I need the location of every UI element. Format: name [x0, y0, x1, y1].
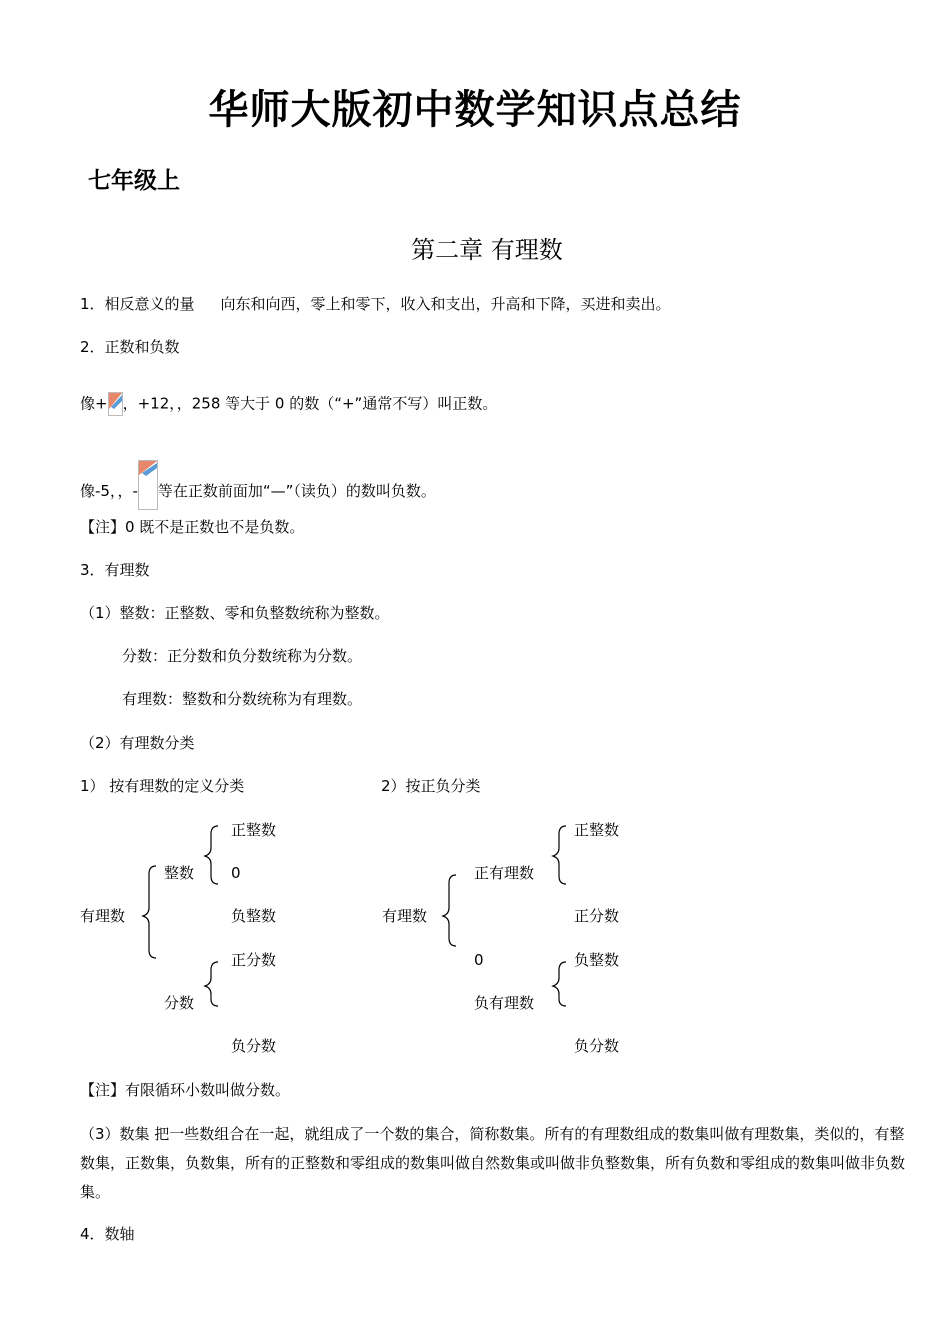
positive-text-b: ，+12，，258 等大于 0 的数（“+”通常不写）叫正数。: [122, 394, 498, 413]
tree1-negative-integer: 负整数: [231, 907, 277, 925]
chapter-heading: 第二章 有理数: [411, 236, 563, 264]
page-title: 华师大版初中数学知识点总结: [208, 87, 742, 133]
tree1-fraction-brace: [205, 962, 218, 1006]
tree2-zero: 0: [474, 951, 484, 969]
tree2-negative-brace: [553, 962, 566, 1006]
rational-definition: 有理数：整数和分数统称为有理数。: [122, 690, 363, 708]
tree1-zero: 0: [231, 864, 241, 882]
tree2-negative-rational: 负有理数: [474, 994, 535, 1012]
tree2-positive-fraction: 正分数: [574, 907, 620, 925]
tree1-root-brace: [143, 866, 156, 958]
negative-text-b: 等在正数前面加“—”（读负）的数叫负数。: [157, 482, 436, 500]
tree1-rational: 有理数: [80, 907, 126, 925]
section-1-text: 向东和向西，零上和零下，收入和支出，升高和下降，买进和卖出。: [220, 295, 671, 313]
tree2-positive-integer: 正整数: [574, 821, 620, 839]
note-zero: 【注】0 既不是正数也不是负数。: [80, 518, 305, 536]
tree2-root-brace: [443, 875, 456, 946]
tree1-fraction: 分数: [164, 994, 195, 1012]
tree2-positive-brace: [553, 826, 566, 884]
tree1-negative-fraction: 负分数: [231, 1037, 277, 1055]
negative-text-a: 像-5，，-: [80, 482, 138, 500]
tree2-positive-rational: 正有理数: [474, 864, 535, 882]
tree1-integer-brace: [205, 826, 218, 884]
tree2-rational: 有理数: [382, 907, 428, 925]
tree1-positive-integer: 正整数: [231, 821, 277, 839]
integer-definition: （1）整数：正整数、零和负整数统称为整数。: [80, 604, 390, 622]
section-1-label: 1．相反意义的量: [80, 295, 195, 313]
grade-heading: 七年级上: [88, 168, 180, 194]
section-2-label: 2．正数和负数: [80, 338, 180, 356]
fraction-definition: 分数：正分数和负分数统称为分数。: [122, 647, 363, 665]
tree1-integer: 整数: [164, 864, 195, 882]
tree2-negative-fraction: 负分数: [574, 1037, 620, 1055]
note-fraction: 【注】有限循环小数叫做分数。: [80, 1081, 291, 1099]
classification-heading: （2）有理数分类: [80, 734, 195, 752]
section-3-label: 3．有理数: [80, 561, 150, 579]
tree2-negative-integer: 负整数: [574, 951, 620, 969]
number-set-paragraph: （3）数集 把一些数组合在一起，就组成了一个数的集合，简称数集。所有的有理数组成的数集叫做有理数集，类似的，有整数集，正数集，负数集，所有的正整数和零组成的数集叫做自然数集或叫做非负整数集，所有负数和零组成的数集叫做非负数集。: [80, 1125, 906, 1201]
classification-2-label: 2）按正负分类: [381, 777, 481, 795]
section-4-label: 4．数轴: [80, 1225, 135, 1243]
tree1-positive-fraction: 正分数: [231, 951, 277, 969]
positive-text-a: 像+: [80, 394, 108, 413]
classification-1-label: 1） 按有理数的定义分类: [80, 777, 245, 795]
